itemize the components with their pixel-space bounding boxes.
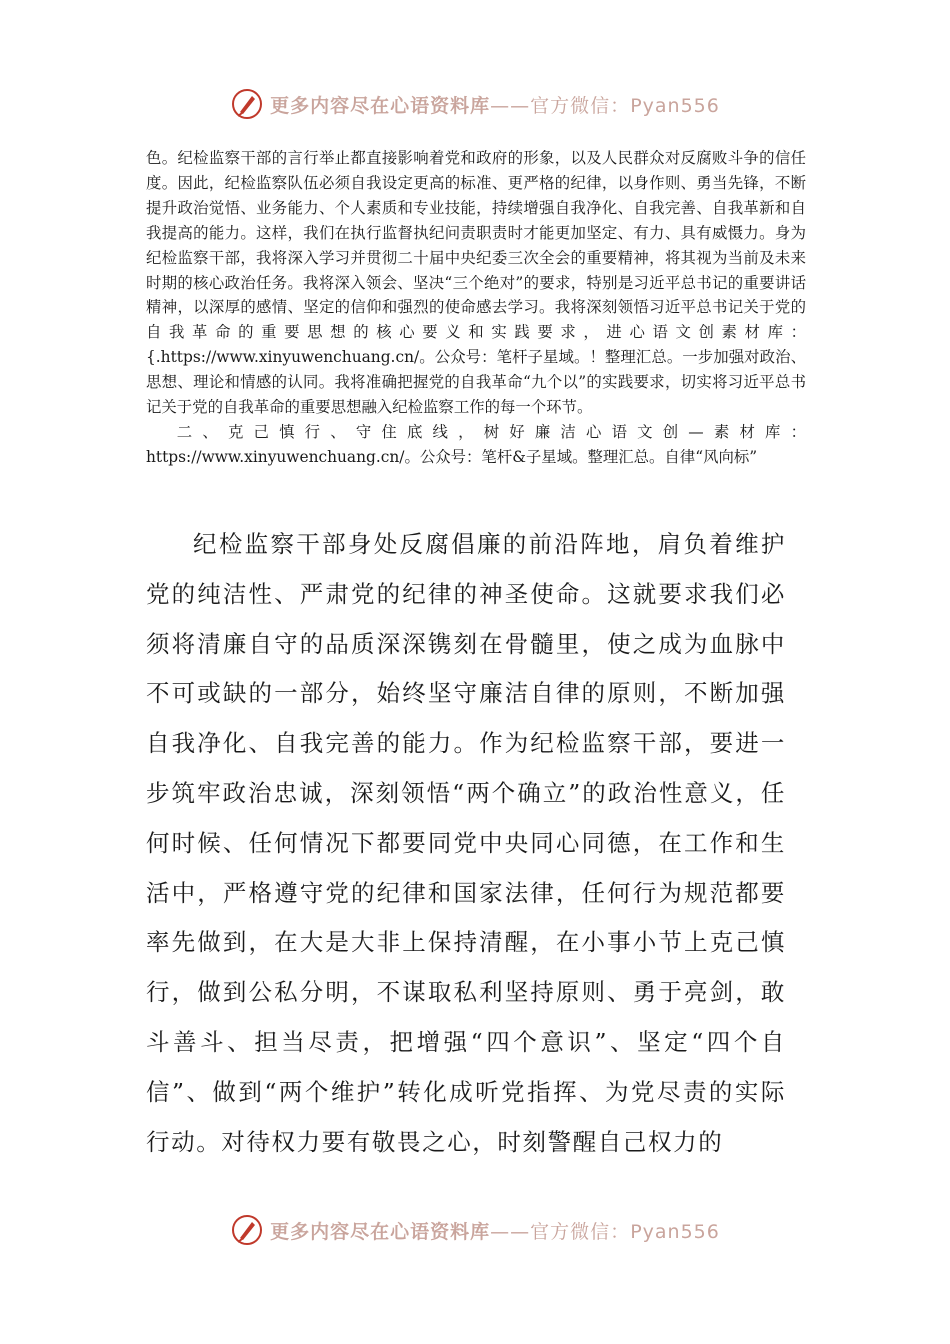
section-heading-2: 二、克己慎行、守住底线，树好廉洁心语文创—素材库：https://www.xinyuwenchuang.cn/。公众号：笔杆&子星域。整理汇总。自律“风向标”	[146, 422, 806, 466]
watermark-brand: 更多内容尽在心语资料库	[270, 1220, 491, 1243]
header-watermark	[0, 84, 950, 124]
watermark-official-label: 官方微信：	[530, 94, 631, 117]
body-paragraph: 纪检监察干部身处反腐倡廉的前沿阵地，肩负着维护党的纯洁性、严肃党的纪律的神圣使命。这就要求我们必须将清廉自守的品质深深镌刻在骨髓里，使之成为血脉中不可或缺的一部分，始终坚守廉洁自律的原则，不断加强自我净化、自我完善的能力。作为纪检监察干部，要进一步筑牢政治忠诚，深刻领悟“两个确立”的政治性意义，任何时候、任何情况下都要同党中央同心同德，在工作和生活中，严格遵守党的纪律和国家法律，任何行为规范都要率先做到，在大是大非上保持清醒，在小事小节上克己慎行，做到公私分明，不谋取私利坚持原则、勇于亮剑，敢斗善斗、担当尽责，把增强“四个意识”、坚定“四个自信”、做到“两个维护”转化成听党指挥、为党尽责的实际行动。对待权力要有敬畏之心，时刻警醒自己权力的	[146, 530, 786, 1156]
watermark-wechat-id: Pyan556	[630, 94, 720, 117]
watermark-official-label: 官方微信：	[530, 1220, 631, 1243]
pen-in-circle-logo-icon	[230, 87, 264, 121]
watermark-brand: 更多内容尽在心语资料库	[270, 94, 491, 117]
dense-paragraph: 色。纪检监察干部的言行举止都直接影响着党和政府的形象，以及人民群众对反腐败斗争的信任度。因此，纪检监察队伍必须自我设定更高的标准、更严格的纪律，以身作则、勇当先锋，不断提升政治觉悟、业务能力、个人素质和专业技能，持续增强自我净化、自我完善、自我革新和自我提高的能力。这样，我们在执行监督执纪问责职责时才能更加坚定、有力、具有威慑力。身为纪检监察干部，我将深入学习并贯彻二十届中央纪委三次全会的重要精神，将其视为当前及未来时期的核心政治任务。我将深入领会、坚决“三个绝对”的要求，特别是习近平总书记的重要讲话精神，以深厚的感情、坚定的信仰和强烈的使命感去学习。我将深刻领悟习近平总书记关于党的自我革命的重要思想的核心要义和实践要求，进心语文创素材库：{.https://www.xinyuwenchuang.cn/。公众号：笔杆子星域。！整理汇总。一步加强对政治、思想、理论和情感的认同。我将准确把握党的自我革命“九个以”的实践要求，切实将习近平总书记关于党的自我革命的重要思想融入纪检监察工作的每一个环节。	[146, 149, 806, 417]
watermark-text	[270, 91, 720, 118]
watermark-dash: ——	[490, 1220, 531, 1243]
pen-in-circle-logo-icon	[230, 1213, 264, 1247]
footer-watermark	[0, 1210, 950, 1250]
dense-text-block	[146, 146, 806, 470]
watermark-wechat-id: Pyan556	[630, 1220, 720, 1243]
watermark-text	[270, 1217, 720, 1244]
watermark-dash: ——	[490, 94, 531, 117]
